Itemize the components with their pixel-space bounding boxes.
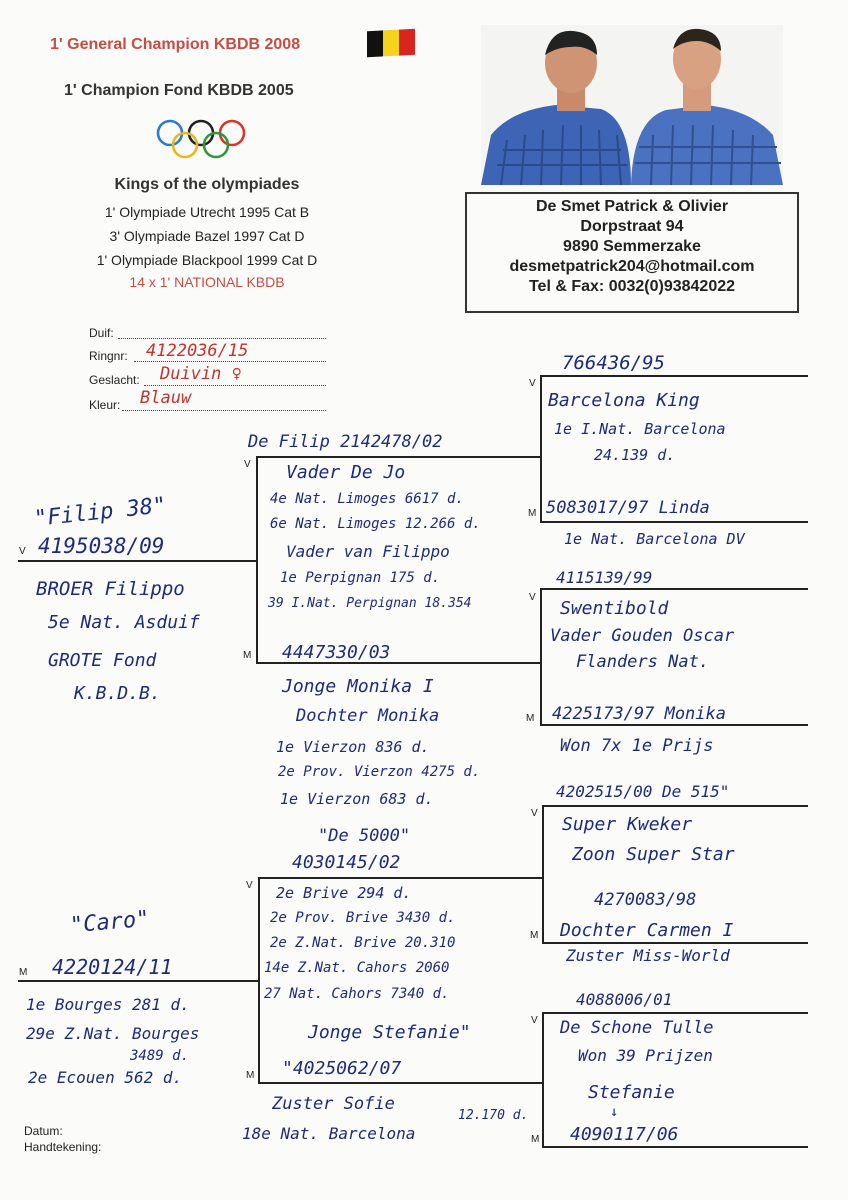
dds-ring: 4088006/01 [576, 990, 673, 1009]
ds-note-3: 2e Z.Nat. Brive 20.310 [270, 935, 456, 951]
belgian-flag-icon [367, 29, 415, 58]
dd-ring: "4025062/07 [282, 1058, 402, 1079]
ds-note-5: 27 Nat. Cahors 7340 d. [264, 986, 450, 1002]
ds-note-2: 2e Prov. Brive 3430 d. [270, 910, 456, 926]
sd-note-5: 1e Vierzon 683 d. [280, 790, 434, 808]
sdd-ring: 4225173/97 Monika [552, 704, 726, 724]
sire-note-1: BROER Filippo [36, 578, 185, 600]
dam-bracket [258, 877, 260, 1082]
sd-note-4: 2e Prov. Vierzon 4275 d. [278, 764, 481, 780]
dd-line [258, 1082, 542, 1084]
dsd-line [542, 942, 808, 944]
sss-ring: 766436/95 [562, 352, 665, 374]
sd-note-1: Jonge Monika I [282, 676, 434, 697]
national-count: 14 x 1' NATIONAL KBDB [129, 274, 285, 290]
dam-ring: 4220124/11 [52, 955, 173, 979]
sd-note-2: Dochter Monika [296, 706, 440, 726]
marker-m: M [528, 508, 537, 519]
olympic-rings-icon [154, 118, 250, 160]
ds-bracket [542, 805, 544, 942]
contact-name: De Smet Patrick & Olivier [535, 198, 729, 215]
dd-note-2: 12.170 d. [458, 1108, 529, 1123]
sss-note-3: 24.139 d. [594, 446, 676, 464]
sire-line [18, 560, 256, 562]
contact-box [465, 192, 799, 313]
marker-m: M [243, 650, 252, 661]
ds-note-1: 2e Brive 294 d. [276, 884, 412, 902]
ds-name: "De 5000" [318, 826, 411, 846]
dds-note-1: De Schone Tulle [560, 1018, 714, 1038]
kleur-field [122, 410, 326, 411]
kleur-label: Kleur: [89, 398, 121, 412]
sds-ring: 4115139/99 [556, 568, 653, 587]
ds-line [258, 877, 542, 879]
ss-note-3: 6e Nat. Limoges 12.266 d. [270, 516, 481, 532]
sd-ring: 4447330/03 [282, 642, 391, 663]
geslacht-value: Duivin ♀ [160, 364, 242, 384]
kleur-value: Blauw [140, 388, 192, 408]
contact-phone: Tel & Fax: 0032(0)93842022 [528, 278, 736, 295]
ringnr-label: Ringnr: [89, 349, 128, 363]
dss-line [542, 805, 808, 807]
marker-m: M [530, 930, 539, 941]
dd-name: Jonge Stefanie" [308, 1022, 471, 1043]
olympiade-3: 1' Olympiade Blackpool 1999 Cat D [96, 252, 318, 268]
dam-note-3: 3489 d. [130, 1048, 190, 1064]
marker-v: V [19, 546, 26, 557]
ds-note-4: 14e Z.Nat. Cahors 2060 [264, 960, 450, 976]
dd-bracket [542, 1012, 544, 1146]
sire-note-3: GROTE Fond [48, 650, 157, 671]
kings-heading: Kings of the olympiades [114, 176, 300, 193]
datum-label: Datum: [24, 1124, 63, 1138]
marker-m: M [246, 1070, 255, 1081]
sd-bracket [540, 588, 542, 724]
contact-street: Dorpstraat 94 [580, 218, 684, 235]
dss-ring: 4202515/00 De 515" [556, 782, 730, 801]
sd-note-3: 1e Vierzon 836 d. [276, 738, 430, 756]
olympiade-2: 3' Olympiade Bazel 1997 Cat D [109, 228, 305, 244]
title-champion-fond: 1' Champion Fond KBDB 2005 [64, 82, 294, 99]
dsd-ring: 4270083/98 [594, 890, 697, 910]
sds-line [540, 588, 808, 590]
marker-m: M [19, 967, 28, 978]
marker-v: V [531, 1015, 538, 1026]
sss-note-2: 1e I.Nat. Barcelona [554, 420, 726, 438]
handtekening-label: Handtekening: [24, 1140, 102, 1154]
marker-v: V [244, 459, 251, 470]
sds-note-3: Flanders Nat. [576, 652, 710, 672]
sss-note-1: Barcelona King [548, 390, 700, 411]
ssd-note-1: 1e Nat. Barcelona DV [564, 530, 745, 548]
sds-note-2: Vader Gouden Oscar [550, 626, 735, 646]
dsd-note-1: Dochter Carmen I [560, 920, 734, 941]
ddd-note-1: Stefanie [588, 1082, 675, 1103]
duif-field [118, 338, 326, 339]
sire-name: "Filip 38" [33, 493, 168, 532]
geslacht-field [144, 385, 326, 386]
sire-bracket [256, 456, 258, 662]
dam-note-1: 1e Bourges 281 d. [26, 995, 190, 1014]
ss-bracket [540, 375, 542, 521]
ddd-ring: 4090117/06 [570, 1124, 679, 1145]
ddd-line [542, 1146, 808, 1148]
dam-note-4: 2e Ecouen 562 d. [28, 1068, 183, 1087]
sire-ring: 4195038/09 [38, 534, 165, 558]
marker-m: M [531, 1134, 540, 1145]
dds-note-2: Won 39 Prijzen [578, 1046, 713, 1065]
dd-note-1: Zuster Sofie [272, 1094, 395, 1114]
olympiade-1: 1' Olympiade Utrecht 1995 Cat B [104, 204, 310, 220]
contact-city: 9890 Semmerzake [563, 238, 701, 255]
geslacht-label: Geslacht: [89, 373, 140, 387]
ss-line [256, 456, 540, 458]
ssd-line [540, 521, 808, 523]
marker-v: V [529, 378, 536, 389]
ss-note-5: 1e Perpignan 175 d. [280, 570, 441, 586]
sss-line [540, 375, 808, 377]
marker-v: V [246, 880, 253, 891]
ssd-ring: 5083017/97 Linda [546, 498, 710, 518]
sds-note-1: Swentibold [560, 598, 669, 619]
ddd-note-2: ↓ [610, 1104, 619, 1120]
ds-ring: 4030145/02 [292, 852, 401, 873]
ss-note-4: Vader van Filippo [286, 542, 450, 561]
title-general-champion: 1' General Champion KBDB 2008 [50, 36, 301, 53]
dam-note-2: 29e Z.Nat. Bourges [26, 1024, 200, 1043]
sire-note-4: K.B.D.B. [74, 683, 161, 704]
owners-photo [481, 25, 783, 185]
dsd-note-2: Zuster Miss-World [566, 946, 730, 965]
dds-line [542, 1012, 808, 1014]
marker-v: V [531, 808, 538, 819]
ringnr-value: 4122036/15 [146, 341, 249, 361]
marker-v: V [529, 592, 536, 603]
dss-note-1: Super Kweker [562, 814, 693, 835]
dss-note-2: Zoon Super Star [572, 844, 735, 865]
contact-email: desmetpatrick204@hotmail.com [509, 258, 755, 275]
duif-label: Duif: [89, 326, 114, 340]
ss-note-2: 4e Nat. Limoges 6617 d. [270, 491, 464, 507]
sire-note-2: 5e Nat. Asduif [48, 612, 200, 633]
dd-note-3: 18e Nat. Barcelona [242, 1124, 416, 1143]
marker-m: M [526, 713, 535, 724]
ss-ring: De Filip 2142478/02 [248, 432, 443, 452]
ss-note-1: Vader De Jo [286, 462, 406, 483]
sdd-line [540, 724, 808, 726]
dam-name: "Caro" [69, 906, 151, 939]
dam-line [18, 980, 258, 982]
ss-note-6: 39 I.Nat. Perpignan 18.354 [268, 596, 472, 611]
ringnr-field [134, 361, 326, 362]
sdd-note-1: Won 7x 1e Prijs [560, 736, 714, 756]
